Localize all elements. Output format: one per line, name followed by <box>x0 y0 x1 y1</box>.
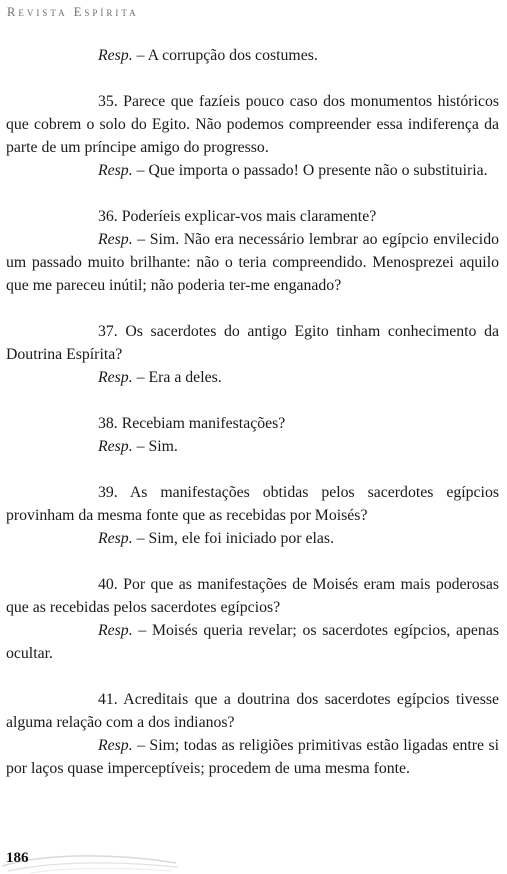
resp-label: Resp. <box>98 47 133 64</box>
question-text: 41. Acreditais que a doutrina dos sacerdotes egípcios tivesse alguma relação com a dos indianos? <box>6 691 499 731</box>
answer-text: – Que importa o passado! O presente não o substituiria. <box>132 162 488 179</box>
question-text: 35. Parece que fazíeis pouco caso dos monumentos históricos que cobrem o solo do Egito. Não podemos compreender essa indiferença da parte de um príncipe amigo do progresso. <box>6 93 499 156</box>
answer-paragraph <box>6 44 499 67</box>
answer-text: – Sim. Não era necessário lembrar ao egípcio envilecido um passado muito brilhante: não o teria compreendido. Menosprezei aquilo que me pareceu inútil; não poderia ter-me enganado? <box>6 231 499 294</box>
answer-paragraph <box>6 228 499 297</box>
answer-paragraph <box>6 159 499 182</box>
resp-label: Resp. <box>98 737 133 754</box>
answer-text: – Sim; todas as religiões primitivas estão ligadas entre si por laços quase imperceptíveis; procedem de uma mesma fonte. <box>6 737 499 777</box>
question-text: 37. Os sacerdotes do antigo Egito tinham conhecimento da Doutrina Espírita? <box>6 323 499 363</box>
question-paragraph <box>6 90 499 159</box>
resp-label: Resp. <box>98 530 133 547</box>
question-paragraph <box>6 573 499 619</box>
resp-label: Resp. <box>98 369 133 386</box>
running-head: Revista Espírita <box>7 5 139 19</box>
question-text: 38. Recebiam manifestações? <box>98 415 286 432</box>
answer-text: – Era a deles. <box>132 369 222 386</box>
answer-paragraph <box>6 734 499 780</box>
resp-label: Resp. <box>98 438 133 455</box>
answer-text: – A corrupção dos costumes. <box>132 47 318 64</box>
question-text: 36. Poderíeis explicar-vos mais claramente? <box>98 208 377 225</box>
answer-text: – Moisés queria revelar; os sacerdotes egípcios, apenas ocultar. <box>6 622 499 662</box>
answer-paragraph <box>6 435 499 458</box>
question-text: 39. As manifestações obtidas pelos sacerdotes egípcios provinham da mesma fonte que as recebidas por Moisés? <box>6 484 499 524</box>
answer-paragraph <box>6 619 499 665</box>
question-paragraph <box>6 205 499 228</box>
question-paragraph <box>6 412 499 435</box>
question-text: 40. Por que as manifestações de Moisés eram mais poderosas que as recebidas pelos sacerdotes egípcios? <box>6 576 499 616</box>
page-number: 186 <box>6 850 29 866</box>
question-paragraph <box>6 688 499 734</box>
answer-text: – Sim, ele foi iniciado por elas. <box>132 530 335 547</box>
question-paragraph <box>6 320 499 366</box>
resp-label: Resp. <box>98 231 133 248</box>
answer-paragraph <box>6 527 499 550</box>
question-paragraph <box>6 481 499 527</box>
page-body <box>6 44 499 780</box>
resp-label: Resp. <box>98 162 133 179</box>
resp-label: Resp. <box>98 622 133 639</box>
answer-paragraph <box>6 366 499 389</box>
answer-text: – Sim. <box>132 438 178 455</box>
